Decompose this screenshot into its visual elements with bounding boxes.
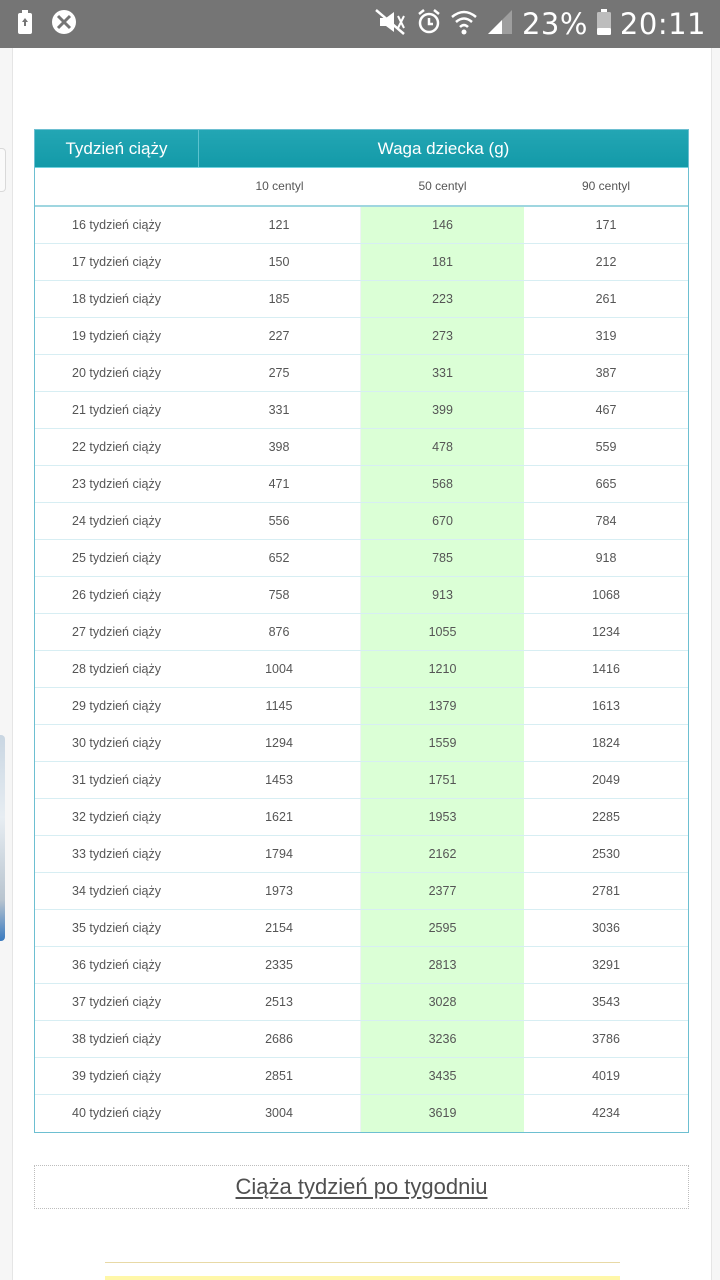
cell-p90: 3036	[592, 921, 620, 935]
cell-p10: 1004	[198, 651, 361, 687]
cell-p90: 467	[595, 403, 617, 417]
cell-week: 30 tydzień ciąży	[72, 736, 161, 750]
cell-p10: 876	[198, 614, 361, 650]
cell-week: 20 tydzień ciąży	[72, 366, 161, 380]
battery-percent: 23%	[521, 7, 588, 41]
cell-p90: 665	[595, 477, 617, 491]
cell-p50: 2162	[361, 836, 524, 872]
cell-week: 17 tydzień ciąży	[72, 255, 161, 269]
mute-icon	[374, 8, 408, 41]
week-by-week-link[interactable]: Ciąża tydzień po tygodniu	[235, 1174, 488, 1199]
header-week: Tydzień ciąży	[35, 130, 199, 167]
cell-p50: 146	[361, 207, 524, 243]
cell-week: 35 tydzień ciąży	[72, 921, 161, 935]
footer-banner-edge	[105, 1276, 620, 1280]
cell-p90: 1613	[592, 699, 620, 713]
cell-p10: 2154	[198, 910, 361, 946]
cell-p90: 784	[595, 514, 617, 528]
table-row	[35, 688, 688, 725]
table-row	[35, 1095, 688, 1132]
cell-p10: 227	[198, 318, 361, 354]
cell-p50: 1210	[361, 651, 524, 687]
table-row	[35, 651, 688, 688]
table-row	[35, 1021, 688, 1058]
cell-week: 34 tydzień ciąży	[72, 884, 161, 898]
table-row	[35, 799, 688, 836]
cell-p90: 3291	[592, 958, 620, 972]
cell-p10: 2851	[198, 1058, 361, 1094]
cell-p10: 2686	[198, 1021, 361, 1057]
cell-p90: 3786	[592, 1032, 620, 1046]
status-bar-left-icons	[12, 9, 78, 39]
wifi-icon	[450, 8, 478, 41]
cell-p90: 2049	[592, 773, 620, 787]
cell-week: 31 tydzień ciąży	[72, 773, 161, 787]
table-row	[35, 614, 688, 651]
cell-week: 39 tydzień ciąży	[72, 1069, 161, 1083]
cell-p50: 913	[361, 577, 524, 613]
table-row	[35, 1058, 688, 1095]
cell-p90: 261	[595, 292, 617, 306]
battery-icon	[596, 8, 612, 41]
table-row	[35, 429, 688, 466]
table-row	[35, 873, 688, 910]
cell-p50: 331	[361, 355, 524, 391]
cell-p10: 1973	[198, 873, 361, 909]
fetal-weight-table	[34, 129, 689, 1133]
cell-p10: 2513	[198, 984, 361, 1020]
cell-p90: 918	[595, 551, 617, 565]
cell-week: 33 tydzień ciąży	[72, 847, 161, 861]
table-row	[35, 503, 688, 540]
cell-p90: 1234	[592, 625, 620, 639]
cell-p90: 387	[595, 366, 617, 380]
table-body	[35, 207, 688, 1132]
cell-p10: 2335	[198, 947, 361, 983]
cell-p10: 185	[198, 281, 361, 317]
subheader-empty	[35, 168, 198, 205]
table-row	[35, 577, 688, 614]
cell-p50: 181	[361, 244, 524, 280]
cell-p10: 652	[198, 540, 361, 576]
cell-p90: 2285	[592, 810, 620, 824]
cell-p50: 1953	[361, 799, 524, 835]
cell-p50: 1559	[361, 725, 524, 761]
signal-icon	[486, 8, 514, 41]
footer-divider	[105, 1262, 620, 1263]
cell-p10: 471	[198, 466, 361, 502]
cell-p10: 121	[198, 207, 361, 243]
cell-week: 25 tydzień ciąży	[72, 551, 161, 565]
cell-p50: 785	[361, 540, 524, 576]
cell-p50: 568	[361, 466, 524, 502]
cell-p10: 1145	[198, 688, 361, 724]
cell-p50: 399	[361, 392, 524, 428]
subheader-p50: 50 centyl	[418, 179, 467, 193]
cell-p10: 398	[198, 429, 361, 465]
cell-p50: 3236	[361, 1021, 524, 1057]
table-header-row	[35, 130, 688, 168]
cell-week: 40 tydzień ciąży	[72, 1106, 161, 1120]
cell-p90: 2530	[592, 847, 620, 861]
cell-p10: 1453	[198, 762, 361, 798]
table-row	[35, 281, 688, 318]
week-by-week-link-box	[34, 1165, 689, 1209]
cell-p10: 1294	[198, 725, 361, 761]
table-row	[35, 207, 688, 244]
header-weight: Waga dziecka (g)	[377, 139, 510, 158]
cell-week: 16 tydzień ciąży	[72, 218, 161, 232]
clock: 20:11	[619, 7, 706, 41]
cell-week: 38 tydzień ciąży	[72, 1032, 161, 1046]
cell-week: 28 tydzień ciąży	[72, 662, 161, 676]
cell-p90: 4234	[592, 1106, 620, 1120]
cell-week: 32 tydzień ciąży	[72, 810, 161, 824]
recycle-battery-icon	[12, 8, 38, 41]
table-row	[35, 984, 688, 1021]
cell-p90: 1068	[592, 588, 620, 602]
cell-p50: 2377	[361, 873, 524, 909]
cell-p10: 758	[198, 577, 361, 613]
cell-p50: 3028	[361, 984, 524, 1020]
table-row	[35, 947, 688, 984]
cell-p90: 4019	[592, 1069, 620, 1083]
alarm-icon	[416, 8, 442, 41]
table-row	[35, 355, 688, 392]
cell-p10: 3004	[198, 1095, 361, 1132]
table-row	[35, 244, 688, 281]
cell-week: 36 tydzień ciąży	[72, 958, 161, 972]
cell-p10: 150	[198, 244, 361, 280]
cell-week: 19 tydzień ciąży	[72, 329, 161, 343]
cell-week: 18 tydzień ciąży	[72, 292, 161, 306]
cell-week: 22 tydzień ciąży	[72, 440, 161, 454]
cell-p50: 670	[361, 503, 524, 539]
cell-p90: 319	[595, 329, 617, 343]
cell-p90: 2781	[592, 884, 620, 898]
cell-p50: 2813	[361, 947, 524, 983]
cell-p50: 3435	[361, 1058, 524, 1094]
cell-p90: 1824	[592, 736, 620, 750]
subheader-p90: 90 centyl	[581, 179, 631, 193]
cell-p50: 3619	[361, 1095, 524, 1132]
cell-p50: 2595	[361, 910, 524, 946]
cell-week: 27 tydzień ciąży	[72, 625, 161, 639]
cell-p50: 1379	[361, 688, 524, 724]
cell-p10: 275	[198, 355, 361, 391]
table-row	[35, 318, 688, 355]
table-row	[35, 762, 688, 799]
cell-week: 21 tydzień ciąży	[72, 403, 161, 417]
cell-week: 29 tydzień ciąży	[72, 699, 161, 713]
cell-p10: 556	[198, 503, 361, 539]
table-row	[35, 836, 688, 873]
cell-p90: 559	[595, 440, 617, 454]
cell-p90: 171	[595, 218, 617, 232]
cell-p90: 3543	[592, 995, 620, 1009]
table-row	[35, 910, 688, 947]
cancel-circle-icon	[50, 8, 78, 41]
cell-week: 37 tydzień ciąży	[72, 995, 161, 1009]
side-image-preview[interactable]	[0, 735, 5, 941]
cell-p90: 212	[595, 255, 617, 269]
cell-p50: 1751	[361, 762, 524, 798]
table-row	[35, 725, 688, 762]
status-bar	[0, 0, 720, 48]
cell-p50: 223	[361, 281, 524, 317]
cell-p50: 478	[361, 429, 524, 465]
cell-p10: 331	[198, 392, 361, 428]
cell-p10: 1794	[198, 836, 361, 872]
status-bar-right	[374, 6, 706, 42]
table-row	[35, 466, 688, 503]
cell-p10: 1621	[198, 799, 361, 835]
cell-week: 24 tydzień ciąży	[72, 514, 161, 528]
table-subheader-row	[35, 168, 688, 207]
cell-p50: 1055	[361, 614, 524, 650]
cell-week: 23 tydzień ciąży	[72, 477, 161, 491]
subheader-p10: 10 centyl	[255, 179, 304, 193]
cell-p50: 273	[361, 318, 524, 354]
table-row	[35, 392, 688, 429]
cell-week: 26 tydzień ciąży	[72, 588, 161, 602]
cell-p90: 1416	[592, 662, 620, 676]
table-row	[35, 540, 688, 577]
side-drawer-tab[interactable]	[0, 148, 6, 192]
